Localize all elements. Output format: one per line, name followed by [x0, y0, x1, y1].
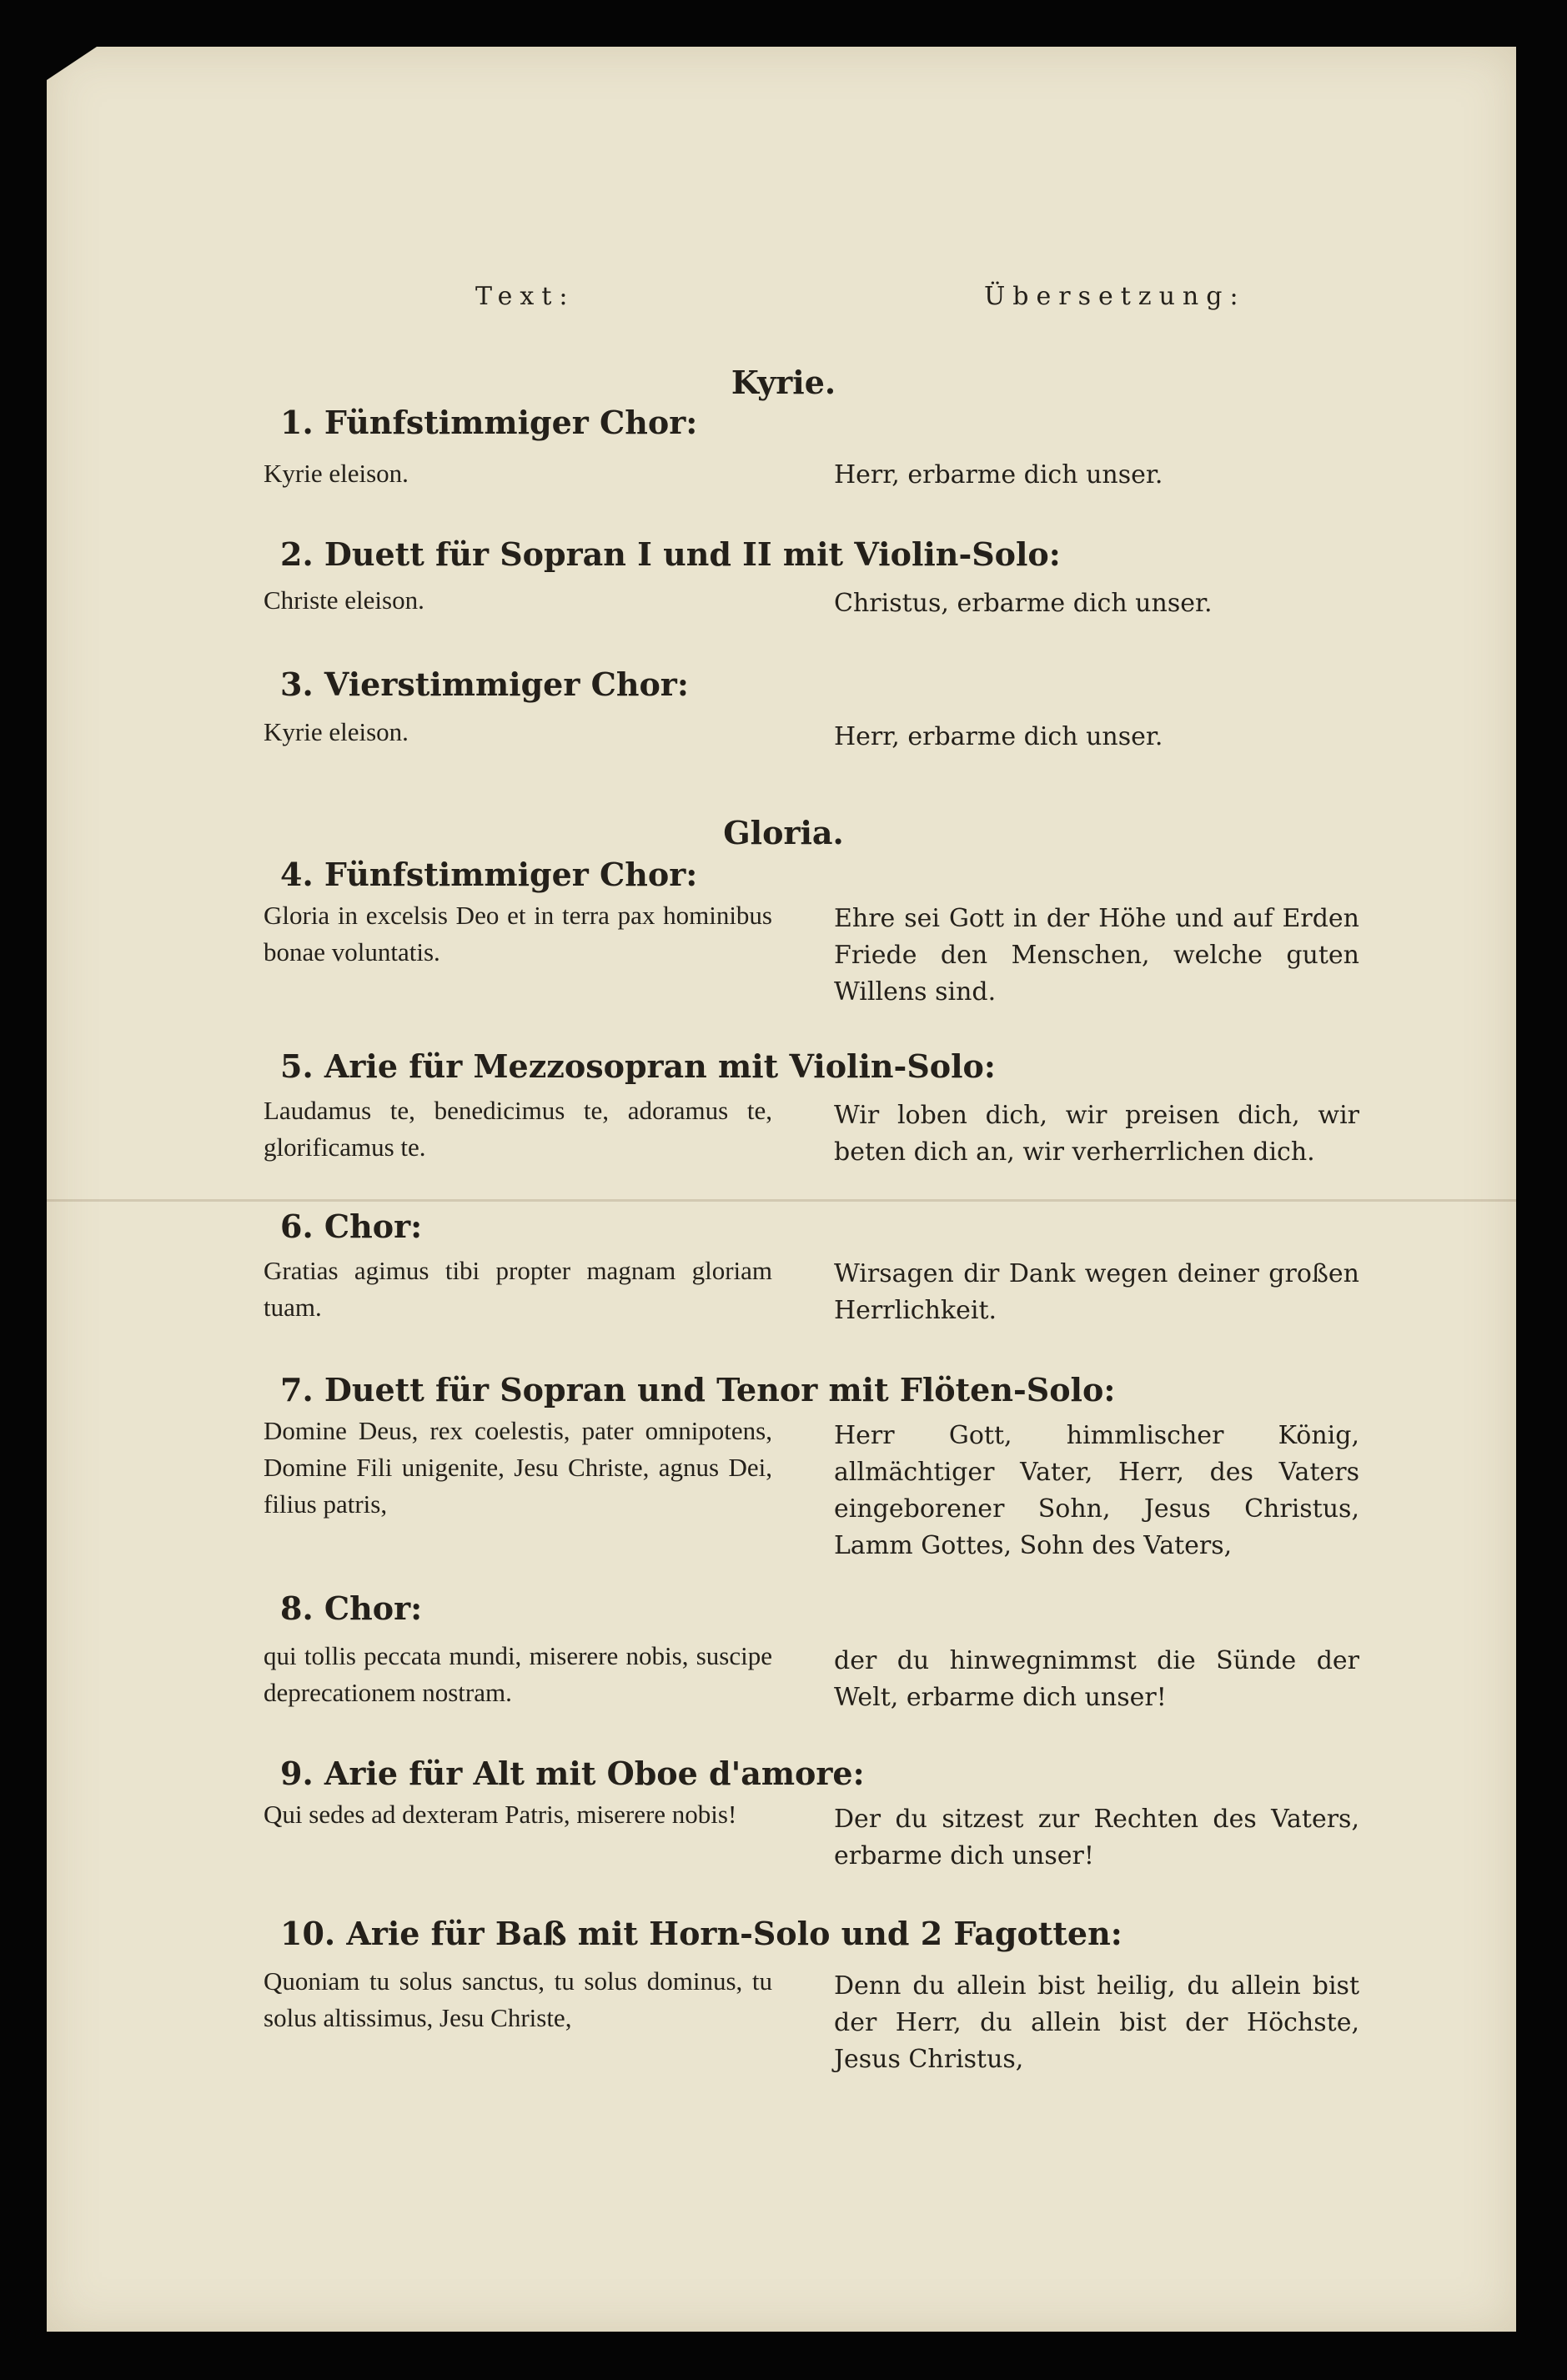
item-1-german: Herr, erbarme dich unser. [834, 460, 1163, 490]
item-4-title: 4. Fünfstimmiger Chor: [280, 856, 698, 893]
item-1-latin: Kyrie eleison. [264, 459, 409, 488]
item-10-german: Denn du allein bist heilig, du allein bist der Herr, du allein bist der Höchste, Jesus Christus, [834, 1971, 1359, 2074]
item-3-title: 3. Vierstimmiger Chor: [280, 665, 689, 703]
item-3-german: Herr, erbarme dich unser. [834, 722, 1163, 751]
item-5-latin: Laudamus te, benedicimus te, adoramus te, glorificamus te. [264, 1096, 772, 1162]
item-5-german: Wir loben dich, wir preisen dich, wir beten dich an, wir verherrlichen dich. [834, 1101, 1359, 1167]
item-2-german: Christus, erbarme dich unser. [834, 589, 1213, 618]
text-column-header: Text: [475, 282, 575, 311]
item-7-title: 7. Duett für Sopran und Tenor mit Flöten-Solo: [280, 1371, 1116, 1408]
item-2-title: 2. Duett für Sopran I und II mit Violin-Solo: [280, 535, 1061, 573]
item-10-latin: Quoniam tu solus sanctus, tu solus dominus, tu solus altissimus, Jesu Christe, [264, 1966, 772, 2032]
item-5-title: 5. Arie für Mezzosopran mit Violin-Solo: [280, 1047, 996, 1085]
item-4-german: Ehre sei Gott in der Höhe und auf Erden Friede den Menschen, welche guten Willens sind. [834, 904, 1359, 1007]
item-6-german: Wirsagen dir Dank wegen deiner großen Herrlichkeit. [834, 1259, 1359, 1325]
item-7-german: Herr Gott, himmlischer König, allmächtiger Vater, Herr, des Vaters eingeborener Sohn, Jesus Christus, Lamm Gottes, Sohn des Vaters, [834, 1421, 1359, 1560]
item-9-latin: Qui sedes ad dexteram Patris, miserere nobis! [264, 1800, 737, 1829]
item-1-title: 1. Fünfstimmiger Chor: [280, 404, 698, 441]
item-4-latin: Gloria in excelsis Deo et in terra pax hominibus bonae voluntatis. [264, 901, 772, 967]
item-8-latin: qui tollis peccata mundi, miserere nobis, suscipe deprecationem nostram. [264, 1641, 772, 1707]
item-6-latin: Gratias agimus tibi propter magnam gloriam tuam. [264, 1256, 772, 1322]
item-10-title: 10. Arie für Baß mit Horn-Solo und 2 Fagotten: [280, 1915, 1123, 1952]
item-8-title: 8. Chor: [280, 1589, 423, 1627]
section-kyrie: Kyrie. [731, 364, 836, 401]
item-6-title: 6. Chor: [280, 1208, 423, 1245]
item-3-latin: Kyrie eleison. [264, 717, 409, 746]
item-2-latin: Christe eleison. [264, 585, 424, 615]
section-gloria: Gloria. [723, 814, 844, 851]
translation-column-header: Übersetzung: [984, 282, 1246, 311]
item-8-german: der du hinwegnimmst die Sünde der Welt, erbarme dich unser! [834, 1646, 1359, 1712]
item-9-german: Der du sitzest zur Rechten des Vaters, erbarme dich unser! [834, 1805, 1359, 1870]
item-9-title: 9. Arie für Alt mit Oboe d'amore: [280, 1755, 865, 1792]
item-7-latin: Domine Deus, rex coelestis, pater omnipotens, Domine Fili unigenite, Jesu Christe, agnus Dei, filius patris, [264, 1416, 772, 1519]
